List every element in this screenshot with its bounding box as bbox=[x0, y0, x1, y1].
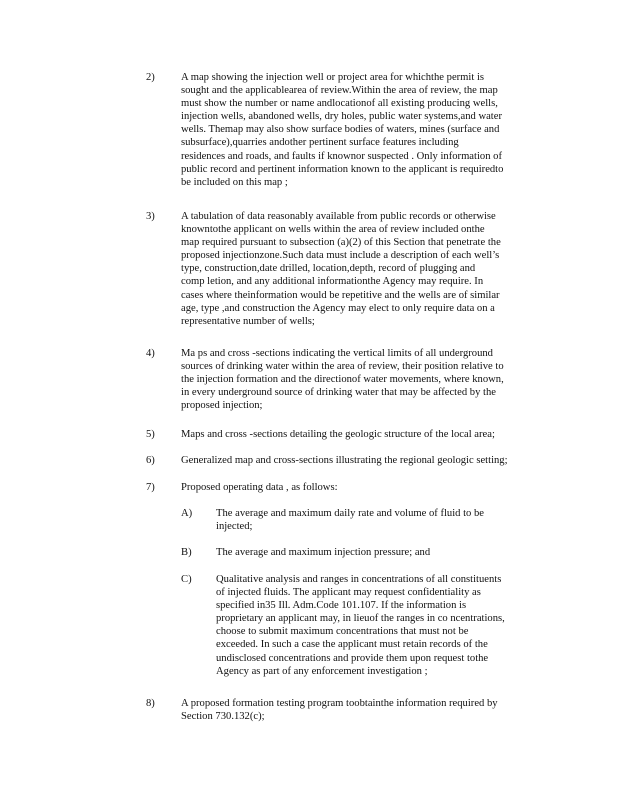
text-line: wells. Themap may also show surface bodies of waters, mines (surface and bbox=[181, 124, 500, 136]
text-line: Agency as part of any enforcement investigation ; bbox=[216, 665, 428, 677]
text-line: residences and roads, and faults if knownor suspected . Only information of bbox=[181, 150, 502, 162]
sub-item-text bbox=[216, 507, 542, 533]
text-line: injected; bbox=[216, 521, 253, 533]
item-number: 4) bbox=[146, 348, 155, 359]
text-line: A map showing the injection well or project area for whichthe permit is bbox=[181, 72, 485, 83]
text-line: sought and the applicablearea of review.Within the area of review, the map bbox=[181, 85, 498, 97]
text-line: Section 730.132(c); bbox=[181, 711, 265, 723]
item-text bbox=[181, 454, 543, 467]
text-line: Qualitative analysis and ranges in concentrations of all constituents bbox=[216, 574, 502, 585]
text-line: exceeded. In such a case the applicant must retain records of the bbox=[216, 639, 488, 651]
sub-item-number: A) bbox=[181, 508, 193, 519]
text-line: Ma ps and cross -sections indicating the vertical limits of all underground bbox=[181, 348, 493, 359]
text-line: injection wells, abandoned wells, dry holes, public water systems,and water bbox=[181, 111, 502, 123]
text-line: A proposed formation testing program toobtainthe information required by bbox=[181, 698, 498, 709]
text-line: The average and maximum injection pressure; and bbox=[216, 547, 431, 558]
text-line: public record and pertinent information known to the applicant is requiredto bbox=[181, 163, 504, 175]
text-line: A tabulation of data reasonably available from public records or otherwise bbox=[181, 211, 496, 222]
text-line: subsurface),quarries andother pertinent surface features including bbox=[181, 137, 459, 149]
item-text bbox=[181, 481, 543, 494]
item-number: 8) bbox=[146, 698, 155, 709]
item-number: 5) bbox=[146, 429, 155, 440]
sub-item-number: C) bbox=[181, 574, 192, 585]
text-line: The average and maximum daily rate and volume of fluid to be bbox=[216, 508, 484, 519]
text-line: proposed injection; bbox=[181, 400, 263, 412]
sub-item-text bbox=[216, 546, 542, 559]
text-line: be included on this map ; bbox=[181, 176, 288, 188]
item-number: 6) bbox=[146, 455, 155, 466]
item-text bbox=[181, 428, 543, 441]
text-line: cases where theinformation would be repetitive and the wells are of similar bbox=[181, 289, 500, 301]
text-line: Proposed operating data , as follows: bbox=[181, 482, 338, 493]
item-text bbox=[181, 347, 543, 412]
sub-item-number: B) bbox=[181, 547, 192, 558]
item-number: 3) bbox=[146, 211, 155, 222]
text-line: must show the number or name andlocationof all existing producing wells, bbox=[181, 98, 498, 110]
text-line: the injection formation and the directionof water movements, where known, bbox=[181, 374, 504, 386]
item-number: 2) bbox=[146, 72, 155, 83]
text-line: proprietary an applicant may, in lieuof the ranges in co ncentrations, bbox=[216, 613, 505, 625]
text-line: specified in35 Ill. Adm.Code 101.107. If the information is bbox=[216, 600, 467, 612]
text-line: Maps and cross -sections detailing the geologic structure of the local area; bbox=[181, 429, 495, 440]
sub-item-text bbox=[216, 573, 542, 678]
text-line: undisclosed concentrations and provide them upon request tothe bbox=[216, 652, 489, 664]
text-line: representative number of wells; bbox=[181, 315, 315, 327]
text-line: in every underground source of drinking water that may be affected by the bbox=[181, 387, 496, 399]
text-line: proposed injectionzone.Such data must include a description of each well’s bbox=[181, 250, 500, 262]
text-line: age, type ,and construction the Agency may elect to only require data on a bbox=[181, 302, 495, 314]
text-line: Generalized map and cross-sections illustrating the regional geologic setting; bbox=[181, 455, 508, 466]
text-line: choose to submit maximum concentrations that must not be bbox=[216, 626, 469, 638]
text-line: comp letion, and any additional informationthe Agency may require. In bbox=[181, 276, 484, 288]
text-line: knowntothe applicant on wells within the area of review included onthe bbox=[181, 224, 485, 236]
text-line: map required pursuant to subsection (a)(2) of this Section that penetrate the bbox=[181, 237, 501, 249]
item-text bbox=[181, 71, 543, 189]
text-line: of injected fluids. The applicant may request confidentiality as bbox=[216, 587, 481, 599]
item-number: 7) bbox=[146, 482, 155, 493]
text-line: sources of drinking water within the area of review, their position relative to bbox=[181, 361, 504, 373]
text-line: type, construction,date drilled, location,depth, record of plugging and bbox=[181, 263, 476, 275]
item-text bbox=[181, 697, 543, 723]
item-text bbox=[181, 210, 543, 328]
